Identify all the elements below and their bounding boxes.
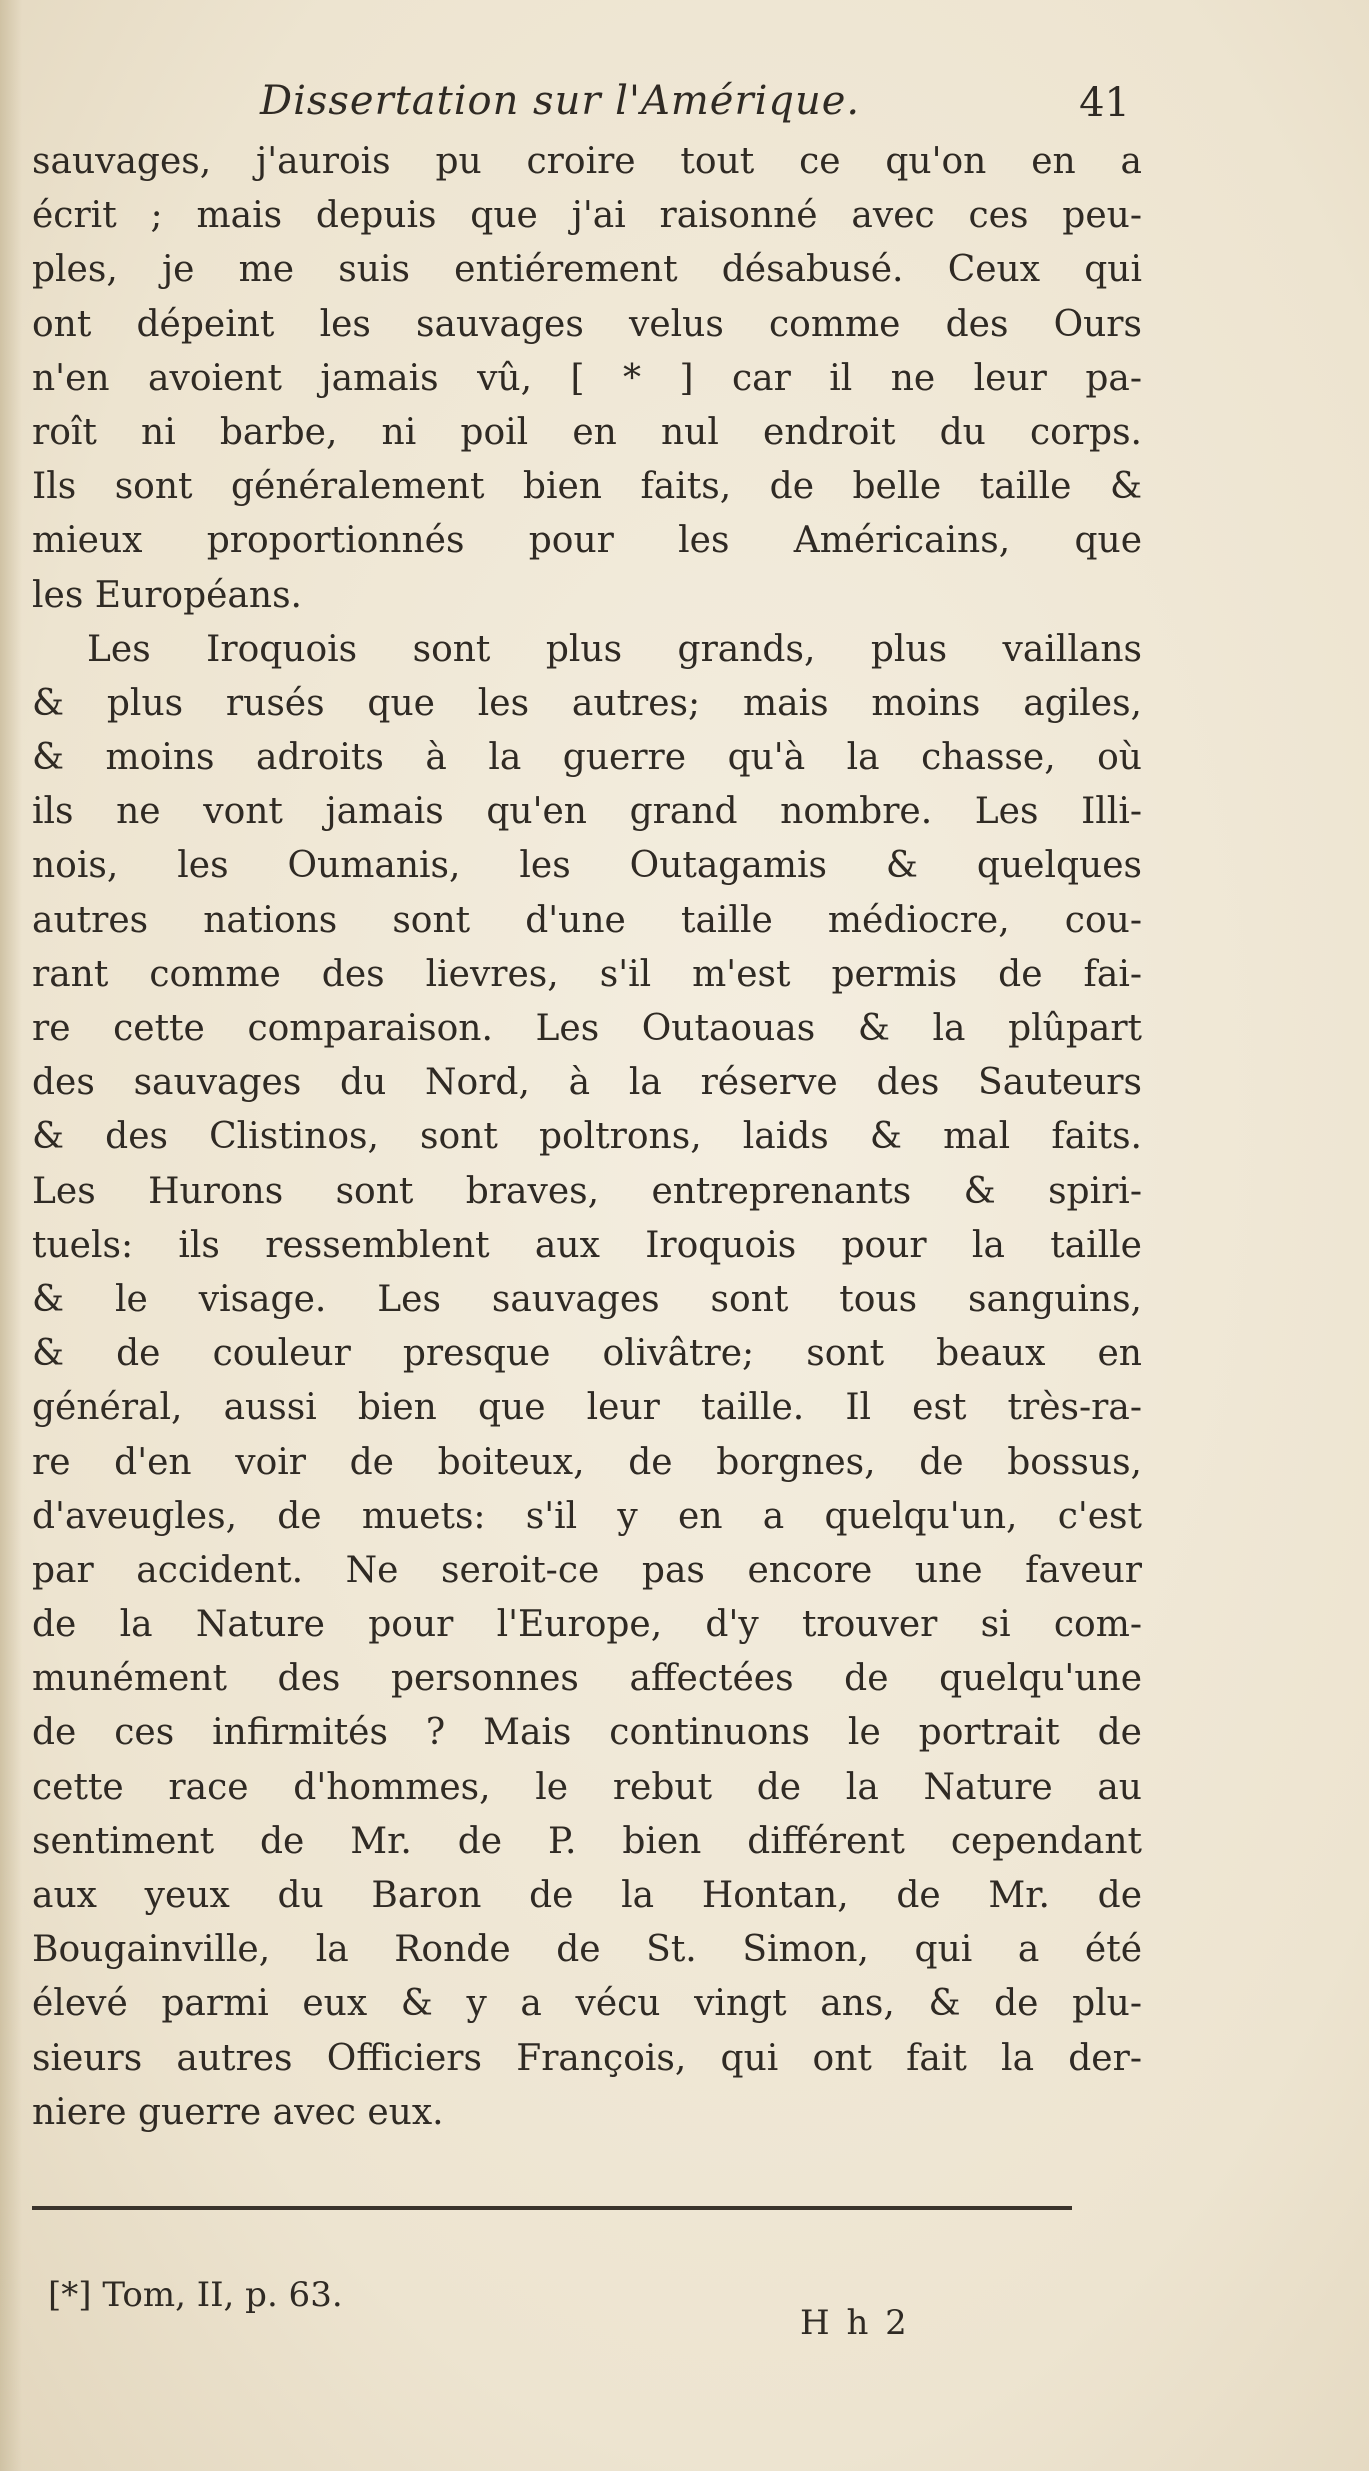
text-line: nois, les Oumanis, les Outagamis & quelques — [32, 845, 1142, 887]
page-number: 41 — [1079, 80, 1130, 126]
text-line: sentiment de Mr. de P. bien différent cependant — [32, 1820, 1142, 1862]
text-line: Bougainville, la Ronde de St. Simon, qui a été — [32, 1929, 1142, 1971]
text-line: ils ne vont jamais qu'en grand nombre. Les Illi- — [32, 791, 1142, 833]
text-line: re d'en voir de boiteux, de borgnes, de bossus, — [32, 1441, 1142, 1483]
text-line: par accident. Ne seroit-ce pas encore une faveur — [32, 1549, 1142, 1591]
body-text — [32, 135, 1142, 2140]
text-line: Les Iroquois sont plus grands, plus vaillans — [87, 628, 1142, 670]
running-title: Dissertation sur l'Amérique. — [260, 78, 861, 124]
text-line: munément des personnes affectées de quelqu'une — [32, 1658, 1142, 1700]
text-line: ples, je me suis entiérement désabusé. Ceux qui — [32, 249, 1142, 291]
text-line: & le visage. Les sauvages sont tous sanguins, — [32, 1278, 1142, 1320]
text-line: mieux proportionnés pour les Américains, que — [32, 520, 1142, 562]
text-line: Ils sont généralement bien faits, de belle taille & — [32, 466, 1142, 508]
text-line: & plus rusés que les autres; mais moins agiles, — [32, 682, 1142, 724]
footnote: [*] Tom, II, p. 63. — [48, 2275, 343, 2315]
text-line: ont dépeint les sauvages velus comme des Ours — [32, 303, 1142, 345]
text-line: niere guerre avec eux. — [32, 2091, 444, 2133]
page-binding-edge — [0, 0, 22, 2471]
text-line: de la Nature pour l'Europe, d'y trouver si com- — [32, 1604, 1142, 1646]
text-line: autres nations sont d'une taille médiocre, cou- — [32, 899, 1142, 941]
text-line: d'aveugles, de muets: s'il y en a quelqu'un, c'est — [32, 1495, 1142, 1537]
text-line: cette race d'hommes, le rebut de la Nature au — [32, 1766, 1142, 1808]
text-line: des sauvages du Nord, à la réserve des Sauteurs — [32, 1062, 1142, 1104]
text-line: sauvages, j'aurois pu croire tout ce qu'on en a — [32, 141, 1142, 182]
text-line: écrit ; mais depuis que j'ai raisonné avec ces peu- — [32, 195, 1142, 237]
text-line: & des Clistinos, sont poltrons, laids & mal faits. — [32, 1116, 1142, 1158]
text-line: aux yeux du Baron de la Hontan, de Mr. de — [32, 1875, 1142, 1916]
text-line: & de couleur presque olivâtre; sont beaux en — [32, 1333, 1142, 1375]
text-line: roît ni barbe, ni poil en nul endroit du corps. — [32, 411, 1142, 453]
text-line: de ces infirmités ? Mais continuons le portrait de — [32, 1712, 1142, 1754]
text-line: & moins adroits à la guerre qu'à la chasse, où — [32, 737, 1142, 779]
text-line: les Européans. — [32, 574, 302, 616]
text-line: n'en avoient jamais vû, [ * ] car il ne leur pa- — [32, 357, 1142, 399]
text-line: rant comme des lievres, s'il m'est permis de fai- — [32, 953, 1142, 995]
text-line: tuels: ils ressemblent aux Iroquois pour la taille — [32, 1224, 1142, 1266]
signature-mark: H h 2 — [800, 2303, 910, 2343]
text-line: re cette comparaison. Les Outaouas & la plûpart — [32, 1008, 1142, 1049]
footnote-rule — [32, 2206, 1072, 2210]
text-line: sieurs autres Officiers François, qui ont fait la der- — [32, 2037, 1142, 2079]
text-line: élevé parmi eux & y a vécu vingt ans, & de plu- — [32, 1983, 1142, 2025]
text-line: Les Hurons sont braves, entreprenants & spiri- — [32, 1170, 1142, 1212]
text-line: général, aussi bien que leur taille. Il est très-ra- — [32, 1387, 1142, 1429]
